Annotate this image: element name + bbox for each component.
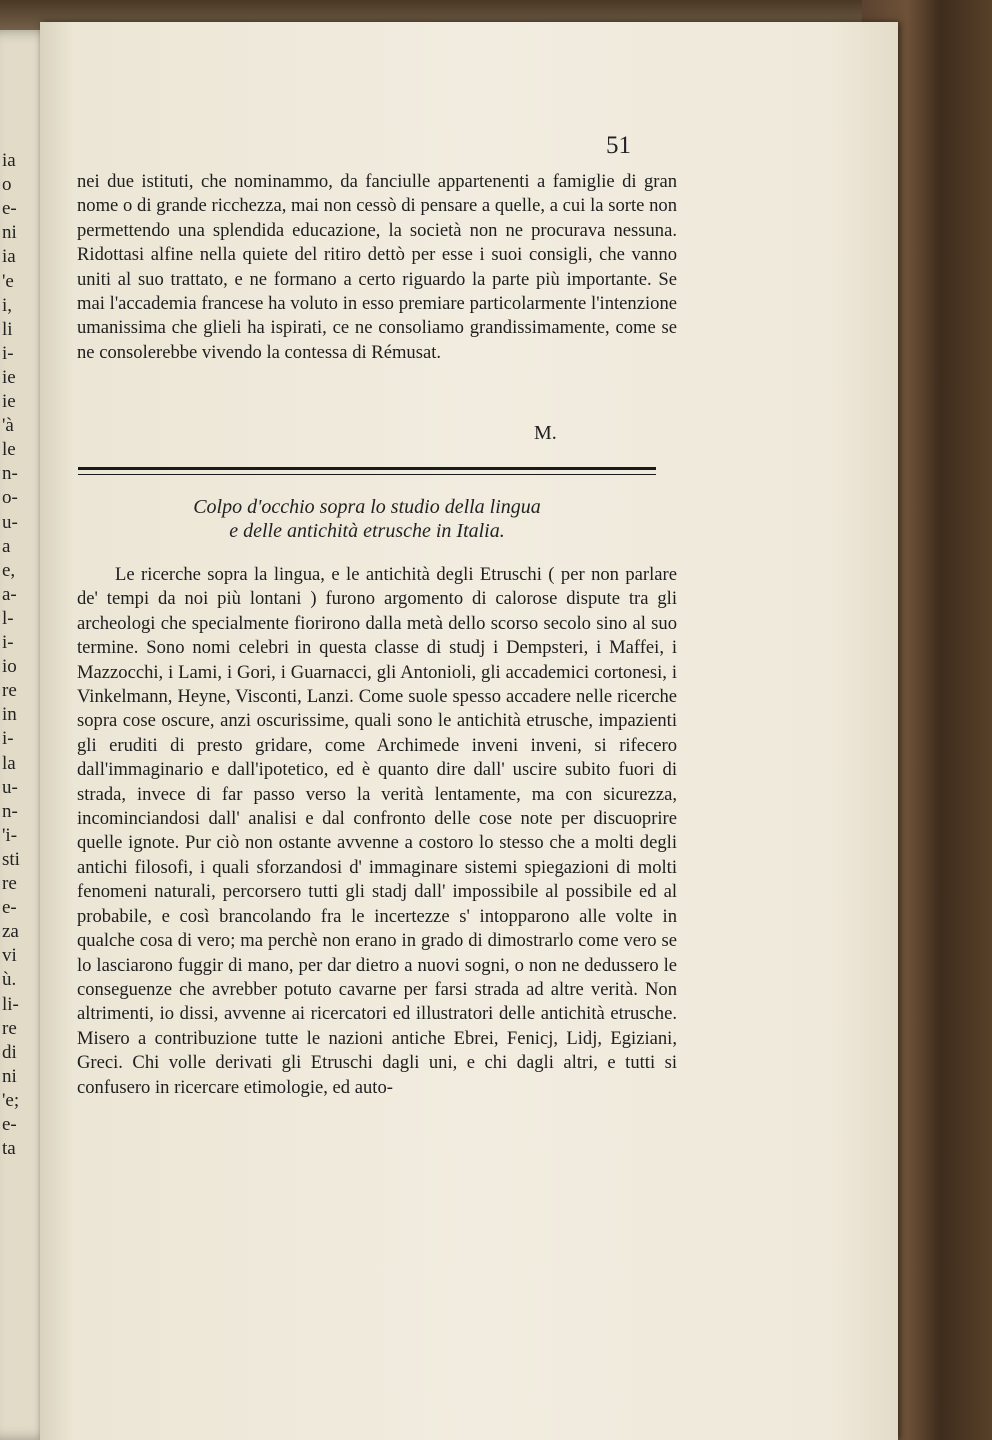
left-page-fragment: di (2, 1041, 17, 1063)
article-paragraph: Le ricerche sopra la lingua, e le antichità degli Etruschi ( per non parlare de' tempi da noi più lontani ) furono argomento di calorose dispute tra gli archeologi che specialmente fiorirono dalla metà dello scorso secolo sino al suo termine. Sono nomi celebri in questa classe di studj i Dempsteri, i Maffei, i Mazzocchi, i Lami, i Gori, i Guarnacci, gli Antonioli, gli accademici cortonesi, i Vinkelmann, Heyne, Visconti, Lanzi. Come suole spesso accadere nelle ricerche sopra cose oscure, anzi oscurissime, quali sono le antichità etrusche, impazienti gli eruditi di presto gridare, come Archimede inveni inveni, si rifecero dall'immaginario e dall'ipotetico, ed è quanto dire dall' uscire subito fuori di strada, invece di far passo verso la verità lentamente, ma con sicurezza, incominciandosi dall' analisi e dal confronto delle cose note per discuoprire quelle ignote. Pur ciò non ostante avvenne a costoro lo stesso che a molti degli antichi filosofi, i quali sforzandosi d' immaginare sistemi spiegazioni di molti fenomeni naturali, percorsero tutti gli stadj dall' impossibile al possibile ed al probabile, e così brancolando fra le incertezze s' intopparono alle volte in qualche cosa di vero; ma perchè non erano in grado di dimostrarlo come vero se lo lasciarono fuggir di mano, per dar dietro a nuovi sogni, o non ne dedussero le conseguenze che avrebber potuto cavarne per farsi strada ad altre verità. Non altrimenti, io dissi, avvenne ai ricercatori ed illustratori delle antichità etrusche. Misero a contribuzione tutte le nazioni antiche Ebrei, Fenicj, Lidj, Egiziani, Greci. Chi volle derivati gli Etruschi dagli uni, e chi dagli altri, e tutti si confusero in ricercare etimologie, ed auto- (77, 564, 677, 1098)
left-page-fragment: re (2, 680, 17, 702)
intro-paragraph: nei due istituti, che nominammo, da fanciulle appartenenti a famiglie di gran nome o di grande ricchezza, mai non cessò di pensare a quelle, a cui la sorte non permettendo una splendida educazione, la società non ne procurava nessuna. Ridottasi alfine nella quiete del ritiro dettò per esse i suoi consigli, che vanno uniti al suo trattato, e ne formano a certo riguardo la parte più importante. Se mai l'accademia francese ha voluto in esso premiare particolarmente l'intenzione umanissima che glieli ha ispirati, ce ne consoliamo grandissimamente, come se ne consolerebbe vivendo la contessa di Rémusat. (77, 171, 677, 363)
left-page-fragment: n- (2, 800, 18, 822)
left-page-fragment: in (2, 704, 17, 726)
left-page-fragment: sti (2, 848, 20, 870)
left-page-fragment: ni (2, 1065, 17, 1087)
left-page-fragment: 'e (2, 270, 14, 292)
left-page-fragment: o (2, 174, 12, 196)
left-page-fragment: ia (2, 246, 16, 268)
left-page-fragment: re (2, 873, 17, 894)
left-page-fragment: a- (2, 583, 17, 605)
left-page-fragment: le (2, 439, 16, 461)
left-page-fragment: 'à (2, 415, 14, 437)
left-page-fragment: ù. (2, 969, 17, 991)
left-page-fragment: e, (2, 559, 16, 581)
left-page-fragment: i- (2, 342, 14, 364)
left-page-fragment: io (2, 656, 17, 678)
left-page-fragment: ta (2, 1138, 16, 1160)
left-page-fragment: i, (2, 294, 13, 316)
section-divider-thin (78, 474, 656, 475)
left-page-fragment: n- (2, 463, 18, 485)
page-number: 51 (606, 132, 631, 159)
left-page-fragment: re (2, 1017, 17, 1039)
author-signature: M. (534, 422, 557, 444)
section-divider-thick (78, 467, 656, 470)
left-page-fragment: ni (2, 222, 17, 244)
left-page-fragment: vi (2, 945, 17, 967)
left-page-fragment: l- (2, 607, 14, 629)
left-page-fragment: ie (2, 391, 16, 412)
left-page-fragment: a (2, 535, 11, 557)
left-page-fragment: za (2, 921, 19, 943)
left-page-fragment: ia (2, 150, 16, 171)
left-page-fragment: i- (2, 728, 14, 750)
left-page-fragment: i- (2, 632, 14, 653)
left-page-fragment: 'e; (2, 1089, 20, 1111)
left-page-fragment: e- (2, 198, 17, 220)
left-page-fragment: li- (2, 993, 19, 1015)
left-page-fragment: o- (2, 487, 18, 509)
left-page-fragment: li (2, 318, 13, 340)
article-title-line1: Colpo d'occhio sopra lo studio della lingua (193, 496, 541, 518)
left-page-fragment: 'i- (2, 824, 18, 846)
left-page-fragment: u- (2, 511, 18, 533)
left-page-fragment: la (2, 752, 16, 774)
left-page-fragment: e- (2, 1114, 17, 1135)
left-page-fragment: u- (2, 776, 18, 798)
book-page (40, 22, 898, 1440)
left-page-fragment: ie (2, 366, 16, 388)
article-title-line2: e delle antichità etrusche in Italia. (229, 520, 505, 542)
left-page-fragment: e- (2, 897, 17, 919)
